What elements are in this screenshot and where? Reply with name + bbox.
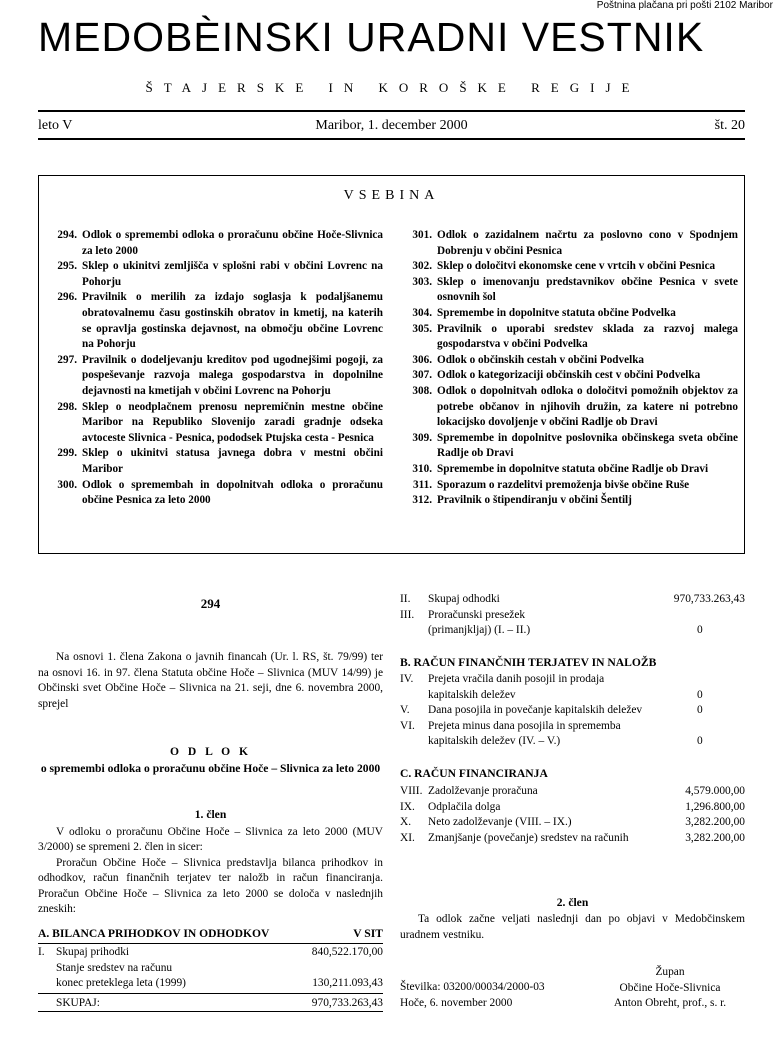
table-section-b [400, 672, 745, 750]
toc-item-number: 311. [413, 478, 432, 491]
row-value: 130,211.093,43 [312, 977, 383, 990]
sum-label: SKUPAJ: [56, 997, 100, 1009]
row-label: Odplačila dolga [428, 800, 501, 813]
row-numeral: I. [38, 946, 45, 958]
row-value [697, 672, 745, 688]
toc-item-number: 300. [57, 478, 77, 491]
toc-item-text: Sklep o ukinitvi statusa javnega dobra v mestni občini Maribor [82, 447, 383, 475]
row-value: 4,579.000,00 [685, 785, 745, 797]
toc-item-number: 298. [57, 400, 77, 413]
issue-number: št. 20 [714, 118, 745, 133]
toc-item-number: 309. [412, 431, 432, 444]
toc-item-number: 304. [412, 306, 432, 319]
row-value: 0 [697, 688, 703, 701]
toc-item-text: Spremembe in dopolnitve statuta občine Radlje ob Dravi [437, 462, 709, 475]
toc-item[interactable] [45, 290, 383, 352]
table-row [400, 592, 745, 608]
toc-item-text: Sklep o neodplačnem prenosu nepremičnin mestne občine Maribor na Republiko Slovenijo zaradi gradnje odseka avtoceste Slivnica - Pesnica, pododsek Ptujska cesta - Pesnica [82, 400, 383, 444]
header-rule-bottom [38, 138, 745, 140]
table-row [400, 815, 745, 831]
table-row [38, 976, 383, 992]
table-section-c [400, 784, 745, 846]
table-row [400, 623, 745, 639]
signatory-name: Anton Obreht, prof., s. r. [613, 997, 727, 1010]
toc-item-number: 310. [412, 462, 432, 475]
toc-item-number: 307. [412, 369, 432, 382]
table-row [400, 784, 745, 800]
table-row [400, 831, 745, 847]
toc-item-number: 302. [412, 260, 432, 273]
row-label: kapitalskih deležev (IV. – V.) [428, 735, 561, 748]
row-numeral: VI. [400, 719, 415, 732]
section-b-heading: B. RAČUN FINANČNIH TERJATEV IN NALOŽB [400, 656, 657, 669]
signature-block [590, 965, 750, 1012]
toc-item-number: 308. [412, 384, 432, 397]
toc-item[interactable] [400, 353, 738, 369]
document-number: Številka: 03200/00034/2000-03 [400, 981, 545, 993]
document-date: Hoče, 6. november 2000 [400, 996, 513, 1009]
section-a-currency: V SIT [353, 927, 383, 940]
decree-subtitle: o spremembi odloka o proračunu občine Hoče – Slivnica za leto 2000 [40, 762, 381, 775]
sum-rule-bottom [38, 1011, 383, 1012]
toc-item[interactable] [400, 228, 738, 259]
row-label: Prejeta minus dana posojila in sprememba [428, 719, 621, 732]
toc-item-text: Sporazum o razdelitvi premoženja bivše občine Ruše [437, 478, 690, 491]
toc-item-number: 305. [412, 322, 432, 335]
article-intro: Na osnovi 1. člena Zakona o javnih financah (Ur. l. RS, št. 79/99) ter na osnovi 16. in 97. člena Statuta občine Hoče – Slivnica (MUV 14/99) je Občinski svet Občine Hoče – Slivnica na 21. seji, dne 6. novembra 2000, sprejel [38, 651, 383, 710]
table-row [400, 719, 745, 735]
row-value [697, 719, 745, 735]
journal-subtitle: ŠTAJERSKE IN KOROŠKE REGIJE [145, 80, 641, 95]
document-reference [400, 980, 545, 1011]
toc-item[interactable] [400, 322, 738, 353]
row-value: 0 [697, 624, 703, 637]
toc-item-number: 303. [412, 275, 432, 288]
article-clause-1-heading: 1. člen [194, 808, 227, 821]
toc-item[interactable] [400, 275, 738, 306]
sum-rule-top [38, 993, 383, 994]
toc-item-text: Pravilnik o štipendiranju v občini Šentilj [437, 494, 632, 507]
row-numeral [400, 688, 428, 704]
toc-item-text: Sklep o imenovanju predstavnikov občine Pesnica v svete osnovnih šol [437, 275, 738, 304]
row-value: 3,282.200,00 [685, 816, 745, 829]
toc-heading: VSEBINA [343, 188, 440, 203]
row-numeral: IX. [400, 800, 415, 813]
clause-1-paragraph-1: V odloku o proračunu Občine Hoče – Slivnica za leto 2000 (MUV 3/2000) se spremeni 2. člen in sicer: [38, 826, 383, 854]
toc-item-number: 296. [57, 291, 77, 304]
sum-value: 970,733.263,43 [311, 997, 383, 1009]
section-a-label: A. BILANCA PRIHODKOV IN ODHODKOV [38, 927, 270, 940]
row-numeral: VIII. [400, 785, 423, 797]
article-clause-2-heading: 2. člen [556, 896, 589, 909]
toc-item[interactable] [400, 462, 738, 478]
toc-item[interactable] [400, 478, 738, 494]
row-label: Prejeta vračila danih posojil in prodaja [428, 673, 605, 685]
row-value: 0 [697, 735, 703, 748]
toc-item[interactable] [400, 431, 738, 462]
toc-item[interactable] [45, 400, 383, 447]
toc-item-number: 297. [57, 353, 77, 366]
toc-item-text: Odlok o spremembah in dopolnitvah odloka o proračunu občine Pesnica za leto 2000 [82, 478, 383, 507]
clause-2-paragraph: Ta odlok začne veljati naslednji dan po objavi v Medobčinskem uradnem vestniku. [400, 913, 745, 941]
toc-item-text: Odlok o dopolnitvah odloka o določitvi pomožnih objektov za potrebe občanov in njihovih družin, za katere ni potrebno lokacijsko dovoljenje v občini Radlje ob Dravi [437, 384, 738, 429]
row-value: 970,733.263,43 [673, 593, 745, 605]
table-row [400, 672, 745, 688]
toc-item[interactable] [45, 228, 383, 259]
toc-item-text: Odlok o zazidalnem načrtu za poslovno cono v Spodnjem Dobrenju v občini Pesnica [437, 229, 738, 257]
clause-1-paragraph-2: Proračun Občine Hoče – Slivnica predstavlja bilanca prihodkov in odhodkov, račun finančnih terjatev ter naložb in račun financiranja. Proračun Občine Hoče – Slivnica za leto 2000 se določa v naslednjih zneskih: [38, 857, 383, 915]
table-row [400, 703, 745, 719]
row-label: (primanjkljaj) (I. – II.) [428, 624, 531, 637]
toc-item-text: Odlok o občinskih cestah v občini Podvelka [437, 353, 645, 366]
toc-item-number: 294. [57, 229, 77, 241]
toc-item-text: Sklep o ukinitvi zemljišča v splošni rabi v občini Lovrenc na Pohorju [82, 260, 383, 288]
row-value: 0 [697, 704, 703, 717]
toc-item[interactable] [400, 306, 738, 322]
toc-item-text: Spremembe in dopolnitve poslovnika občinskega sveta občine Radlje ob Dravi [437, 431, 738, 460]
decree-title: O D L O K [169, 745, 252, 758]
toc-item[interactable] [400, 493, 738, 509]
toc-item-text: Odlok o kategorizaciji občinskih cest v občini Podvelka [437, 369, 701, 382]
section-a-rule [38, 943, 383, 944]
toc-column-left [45, 228, 383, 509]
sum-row [38, 996, 383, 1012]
toc-item[interactable] [45, 259, 383, 290]
toc-item[interactable] [45, 446, 383, 477]
row-numeral: X. [400, 816, 412, 829]
row-label: Zmanjšanje (povečanje) sredstev na računih [428, 831, 629, 844]
row-numeral [38, 961, 56, 977]
signatory-role: Župan [655, 966, 685, 978]
section-a-heading [38, 927, 383, 940]
table-row [400, 734, 745, 750]
row-numeral: II. [400, 593, 411, 605]
toc-item[interactable] [400, 384, 738, 431]
row-numeral [400, 734, 428, 750]
toc-item-text: Odlok o spremembi odloka o proračunu občine Hoče-Slivnica za leto 2000 [82, 229, 383, 257]
toc-item-number: 299. [57, 447, 77, 460]
table-section-a [38, 945, 383, 992]
toc-column-right [400, 228, 738, 509]
issue-year: leto V [38, 118, 73, 133]
toc-item-number: 295. [57, 260, 77, 273]
row-label: Zadolževanje proračuna [428, 785, 538, 797]
row-numeral [400, 623, 428, 639]
row-numeral: V. [400, 704, 410, 717]
row-value: 840,522.170,00 [311, 946, 383, 958]
table-row [400, 608, 745, 624]
article-number: 294 [200, 596, 221, 611]
row-label: kapitalskih deležev [428, 688, 516, 701]
toc-item[interactable] [45, 353, 383, 400]
toc-item-text: Spremembe in dopolnitve statuta občine Podvelka [437, 306, 676, 319]
row-value: 1,296.800,00 [685, 800, 745, 813]
journal-title: MEDOBÈINSKI URADNI VESTNIK [38, 14, 705, 60]
toc-item-text: Pravilnik o merilih za izdajo soglasja k podaljšanemu obratovalnemu času gostinskih obratov in kmetij, na katerih se opravlja gostinska dejavnost, na območju občine Lovrenc na Pohorju [82, 291, 383, 351]
toc-item-text: Sklep o določitvi ekonomske cene v vrtcih v občini Pesnica [437, 260, 716, 273]
row-label: konec preteklega leta (1999) [56, 977, 186, 990]
toc-item-text: Pravilnik o dodeljevanju kreditov pod ugodnejšimi pogoji, za pospeševanje razvoja malega gospodarstva in dopolnilne dejavnosti na kmetijah v občini Lovrenc na Pohorju [82, 353, 383, 397]
table-of-contents [38, 175, 745, 554]
toc-item-number: 301. [412, 229, 432, 241]
toc-item[interactable] [400, 368, 738, 384]
table-row [400, 688, 745, 704]
section-c-heading: C. RAČUN FINANCIRANJA [400, 767, 548, 780]
toc-item-number: 306. [412, 353, 432, 366]
row-label: Skupaj prihodki [56, 946, 130, 958]
row-label: Neto zadolževanje (VIII. – IX.) [428, 816, 572, 829]
table-row [38, 961, 383, 977]
table-row [38, 945, 383, 961]
toc-item[interactable] [45, 478, 383, 509]
row-numeral: III. [400, 608, 415, 621]
row-numeral: XI. [400, 831, 415, 844]
table-expenditure [400, 592, 745, 639]
signatory-organization: Občine Hoče-Slivnica [619, 981, 721, 994]
row-label: Skupaj odhodki [428, 593, 500, 605]
toc-item[interactable] [400, 259, 738, 275]
row-label: Proračunski presežek [428, 608, 526, 621]
postage-note: Poštnina plačana pri pošti 2102 Maribor [596, 0, 773, 11]
table-row [400, 800, 745, 816]
header-rule-top [38, 110, 745, 112]
row-numeral: IV. [400, 673, 414, 685]
row-label: Stanje sredstev na računu [56, 961, 173, 974]
row-label: Dana posojila in povečanje kapitalskih deležev [428, 704, 643, 717]
issue-date: Maribor, 1. december 2000 [315, 118, 468, 133]
row-value: 3,282.200,00 [685, 831, 745, 844]
toc-item-text: Pravilnik o uporabi sredstev sklada za razvoj malega gospodarstva v občini Podvelka [437, 322, 738, 351]
toc-item-number: 312. [412, 494, 432, 507]
row-numeral [38, 976, 56, 992]
